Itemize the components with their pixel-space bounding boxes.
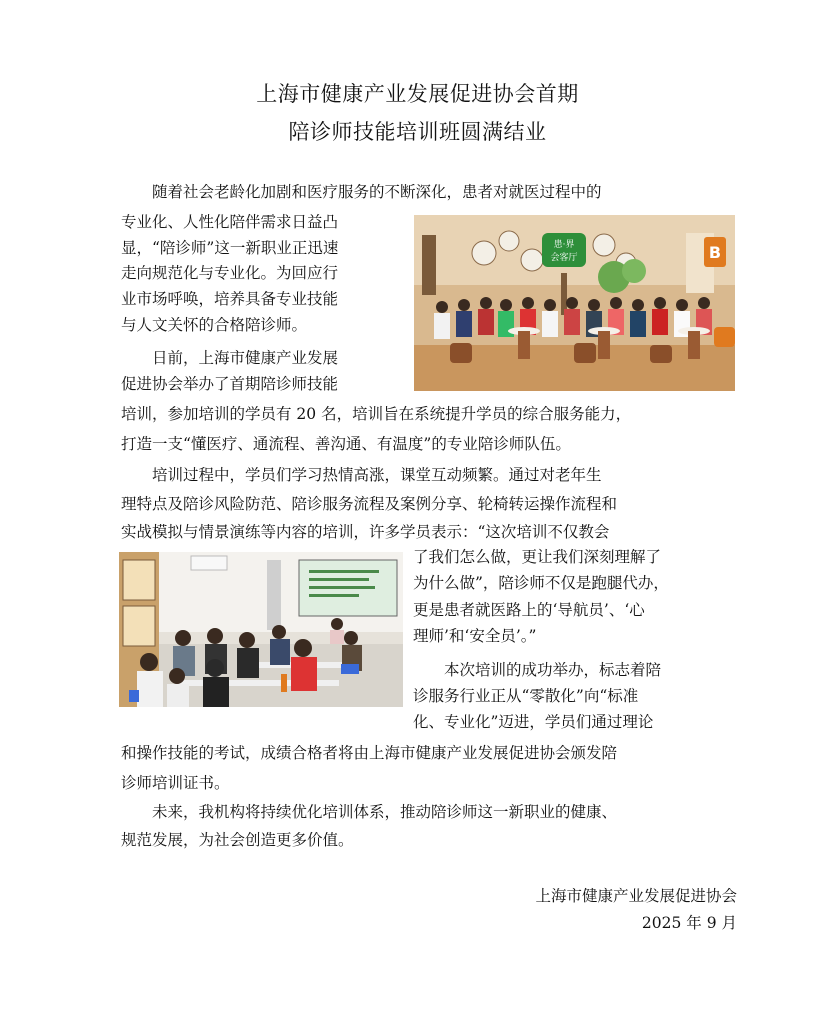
body-line: 促进协会举办了首期陪诊师技能: [121, 375, 339, 393]
body-line: 诊服务行业正从“零散化”向“标准: [413, 687, 639, 705]
body-line: 了我们怎么做，更让我们深刻理解了: [413, 548, 662, 566]
body-line: 培训过程中，学员们学习热情高涨，课堂互动频繁。通过对老年生: [121, 466, 602, 484]
body-line: 未来，我机构将持续优化培训体系，推动陪诊师这一新职业的健康、: [121, 803, 618, 821]
body-line: 本次培训的成功举办，标志着陪: [413, 661, 662, 679]
body-line: 走向规范化与专业化。为回应行: [121, 264, 339, 282]
body-line: 规范发展，为社会创造更多价值。: [121, 831, 354, 849]
signature-date: 2025 年 9 月: [641, 914, 737, 932]
body-line: 和操作技能的考试，成绩合格者将由上海市健康产业发展促进协会颁发陪: [121, 744, 618, 762]
badge-letter: B: [708, 243, 722, 262]
signature-org: 上海市健康产业发展促进协会: [535, 887, 737, 905]
body-line: 业市场呼唤，培养具备专业技能: [121, 290, 339, 308]
article-title-line-1: 上海市健康产业发展促进协会首期: [256, 82, 579, 106]
body-line: 为什么做”，陪诊师不仅是跑腿代办，: [413, 574, 669, 592]
body-line: 专业化、人性化陪伴需求日益凸: [121, 213, 339, 231]
lounge-sign-text: 患·界: [553, 240, 575, 250]
classroom-photo-illustration: [119, 552, 403, 707]
body-line: 理特点及陪诊风险防范、陪诊服务流程及案例分享、轮椅转运操作流程和: [121, 495, 618, 513]
body-line: 与人文关怀的合格陪诊师。: [121, 316, 308, 334]
body-line: 培训，参加培训的学员有 20 名，培训旨在系统提升学员的综合服务能力，: [121, 405, 632, 423]
body-line: 日前，上海市健康产业发展: [121, 349, 339, 367]
body-line: 更是患者就医路上的‘导航员’、‘心: [413, 601, 645, 619]
body-line: 理师’和‘安全员’。”: [413, 627, 537, 645]
body-line: 化、专业化”迈进，学员们通过理论: [413, 713, 654, 731]
body-line: 实战模拟与情景演练等内容的培训，许多学员表示：“这次培训不仅教会: [121, 523, 610, 541]
body-line: 随着社会老龄化加剧和医疗服务的不断深化，患者对就医过程中的: [121, 183, 602, 201]
article-title-line-2: 陪诊师技能培训班圆满结业: [288, 120, 547, 144]
group-photo: [414, 215, 735, 391]
lounge-sign-text-2: 会客厅: [550, 253, 578, 263]
body-line: 诊师培训证书。: [121, 774, 230, 792]
body-line: 打造一支“懂医疗、通流程、善沟通、有温度”的专业陪诊师队伍。: [121, 435, 571, 453]
classroom-photo: [119, 552, 403, 707]
group-photo-illustration: [414, 215, 735, 391]
body-line: 显，“陪诊师”这一新职业正迅速: [121, 239, 339, 257]
